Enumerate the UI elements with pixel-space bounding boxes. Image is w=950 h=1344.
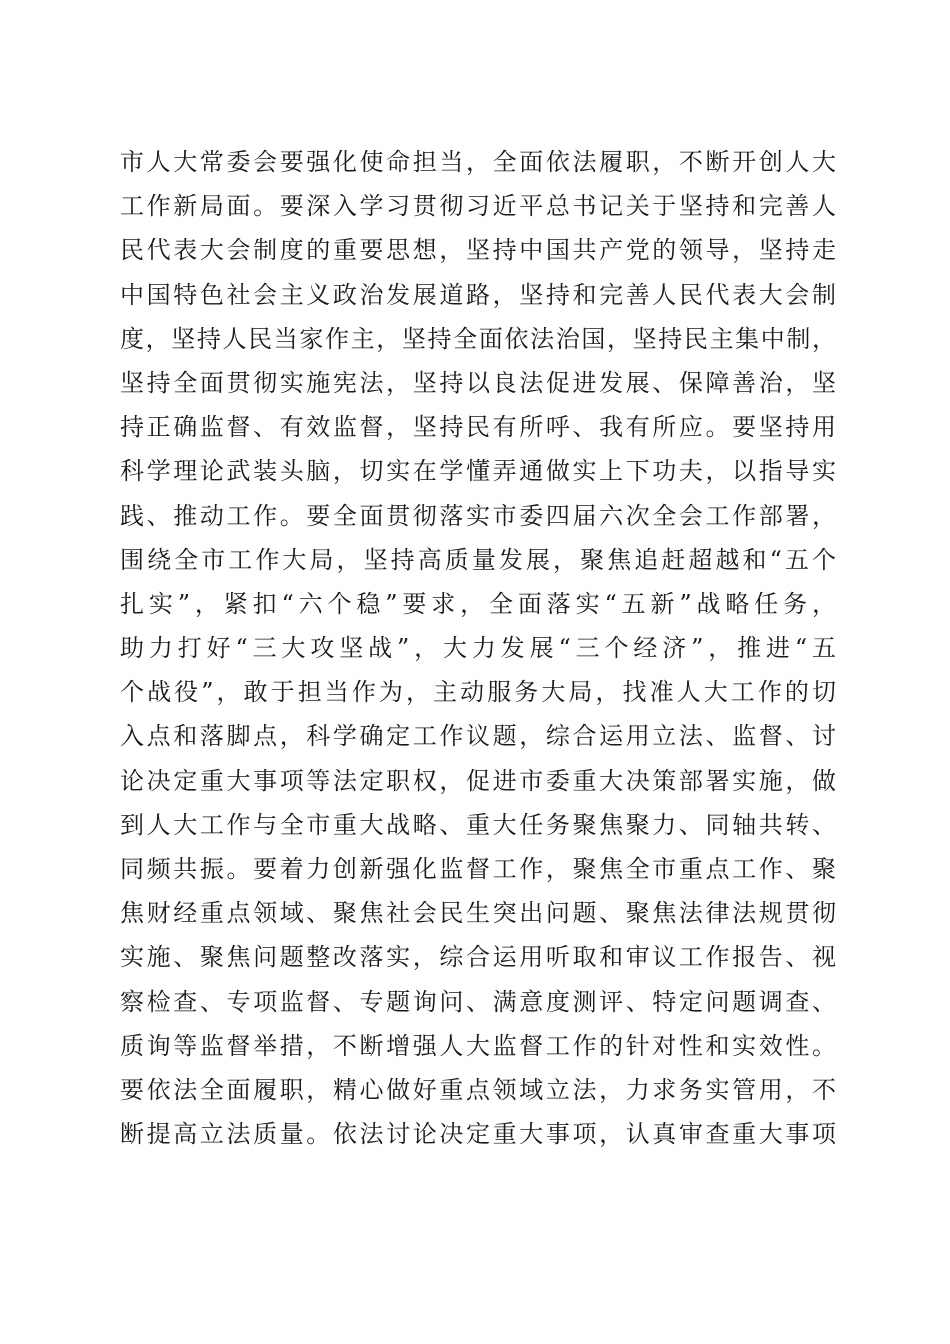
- text-line: 论决定重大事项等法定职权，促进市委重大决策部署实施，做: [120, 766, 836, 795]
- text-line: 扎实”，紧扣“六个稳”要求，全面落实“五新”战略任务，: [120, 589, 836, 618]
- text-line: 个战役”，敢于担当作为，主动服务大局，找准人大工作的切: [120, 678, 836, 707]
- text-line: 同频共振。要着力创新强化监督工作，聚焦全市重点工作、聚: [120, 855, 836, 883]
- text-line: 民代表大会制度的重要思想，坚持中国共产党的领导，坚持走: [120, 236, 836, 265]
- text-line: 中国特色社会主义政治发展道路，坚持和完善人民代表大会制: [120, 280, 836, 309]
- text-line: 断提高立法质量。依法讨论决定重大事项，认真审查重大事项: [120, 1120, 836, 1149]
- text-line: 质询等监督举措，不断增强人大监督工作的针对性和实效性。: [120, 1031, 836, 1060]
- text-line: 市人大常委会要强化使命担当，全面依法履职，不断开创人大: [120, 148, 836, 176]
- text-line: 践、推动工作。要全面贯彻落实市委四届六次全会工作部署，: [120, 501, 836, 530]
- text-line: 工作新局面。要深入学习贯彻习近平总书记关于坚持和完善人: [120, 192, 836, 221]
- text-line: 助力打好“三大攻坚战”，大力发展“三个经济”，推进“五: [120, 634, 836, 663]
- text-line: 要依法全面履职，精心做好重点领域立法，力求务实管用，不: [120, 1075, 836, 1104]
- body-text: [120, 140, 836, 1156]
- text-line: 入点和落脚点，科学确定工作议题，综合运用立法、监督、讨: [120, 722, 836, 751]
- text-line: 坚持全面贯彻实施宪法，坚持以良法促进发展、保障善治，坚: [120, 368, 836, 397]
- text-line: 围绕全市工作大局，坚持高质量发展，聚焦追赶超越和“五个: [120, 545, 836, 574]
- text-line: 度，坚持人民当家作主，坚持全面依法治国，坚持民主集中制，: [120, 324, 836, 353]
- text-line: 实施、聚焦问题整改落实，综合运用听取和审议工作报告、视: [120, 943, 836, 972]
- text-line: 持正确监督、有效监督，坚持民有所呼、我有所应。要坚持用: [120, 413, 836, 442]
- text-line: 焦财经重点领域、聚焦社会民生突出问题、聚焦法律法规贯彻: [120, 899, 836, 928]
- text-line: 科学理论武装头脑，切实在学懂弄通做实上下功夫，以指导实: [120, 457, 836, 486]
- text-line: 察检查、专项监督、专题询问、满意度测评、特定问题调查、: [120, 987, 836, 1016]
- text-line: 到人大工作与全市重大战略、重大任务聚焦聚力、同轴共转、: [120, 810, 836, 839]
